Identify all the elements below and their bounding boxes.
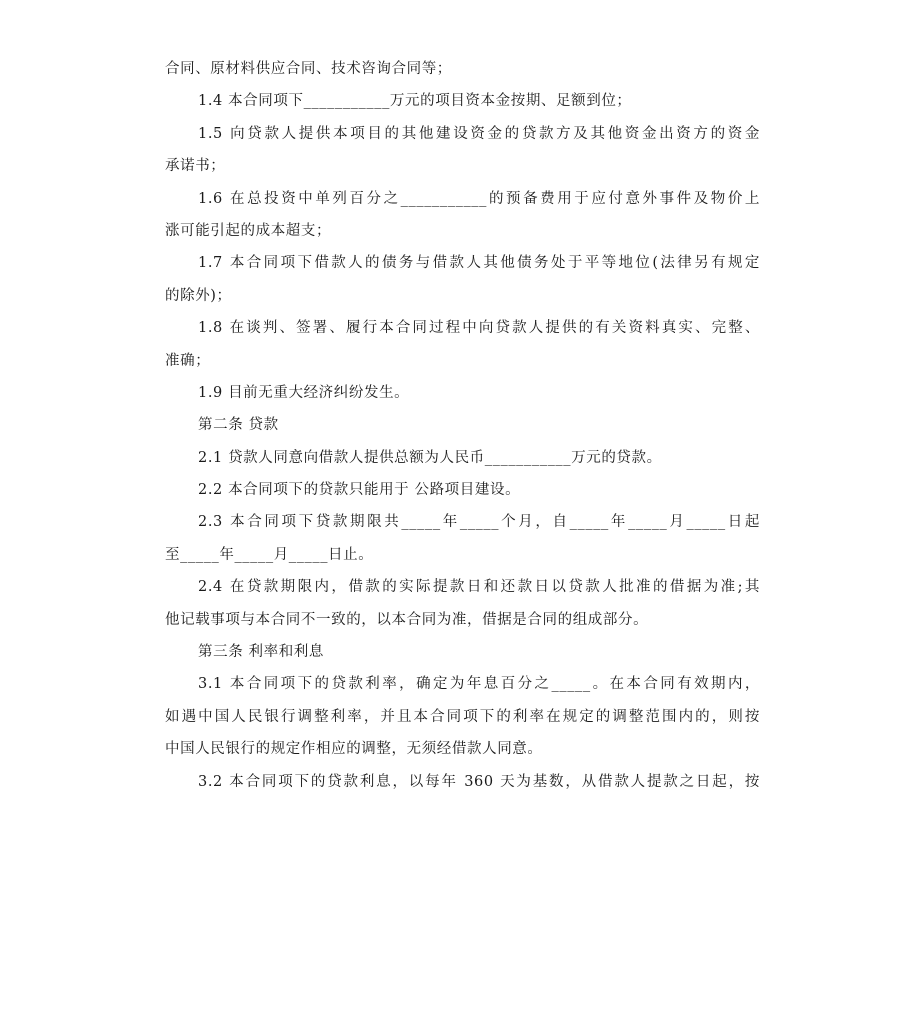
- text-line: 合同、原材料供应合同、技术咨询合同等；: [165, 61, 452, 77]
- text-line: 的除外)；: [165, 287, 232, 304]
- text-line: 1.9 目前无重大经济纠纷发生。: [198, 384, 410, 401]
- text-line: 涨可能引起的成本超支；: [165, 222, 332, 239]
- text-line: 如遇中国人民银行调整利率，并且本合同项下的利率在规定的调整范围内的，则按: [165, 708, 760, 725]
- text-line: 准确；: [165, 352, 211, 369]
- section-heading: 第二条 贷款: [198, 417, 279, 434]
- text-line: 承诺书；: [165, 158, 226, 175]
- text-line: 1.7 本合同项下借款人的债务与借款人其他债务处于平等地位(法律另有规定: [198, 255, 760, 272]
- text-line: 中国人民银行的规定作相应的调整，无须经借款人同意。: [165, 741, 543, 758]
- text-line: 3.1 本合同项下的贷款利率，确定为年息百分之_____。在本合同有效期内，: [198, 676, 760, 693]
- text-line: 2.2 本合同项下的贷款只能用于 公路项目建设。: [198, 482, 521, 499]
- text-line: 3.2 本合同项下的贷款利息，以每年 360 天为基数，从借款人提款之日起，按: [198, 773, 760, 790]
- text-line: 1.5 向贷款人提供本项目的其他建设资金的贷款方及其他资金出资方的资金: [198, 125, 760, 142]
- contract-text-body: [165, 53, 760, 798]
- text-line: 2.4 在贷款期限内，借款的实际提款日和还款日以贷款人批准的借据为准;其: [198, 579, 760, 596]
- text-line: 1.4 本合同项下___________万元的项目资本金按期、足额到位；: [198, 93, 632, 110]
- section-heading: 第三条 利率和利息: [198, 644, 325, 661]
- text-line: 他记载事项与本合同不一致的，以本合同为准，借据是合同的组成部分。: [165, 611, 649, 628]
- text-line: 2.3 本合同项下贷款期限共_____年_____个月，自_____年_____月_____日起: [198, 514, 760, 531]
- text-line: 1.6 在总投资中单列百分之___________的预备费用于应付意外事件及物价上: [198, 190, 760, 207]
- text-line: 至_____年_____月_____日止。: [165, 546, 374, 563]
- text-line: 1.8 在谈判、签署、履行本合同过程中向贷款人提供的有关资料真实、完整、: [198, 320, 760, 337]
- text-line: 2.1 贷款人同意向借款人提供总额为人民币___________万元的贷款。: [198, 449, 662, 466]
